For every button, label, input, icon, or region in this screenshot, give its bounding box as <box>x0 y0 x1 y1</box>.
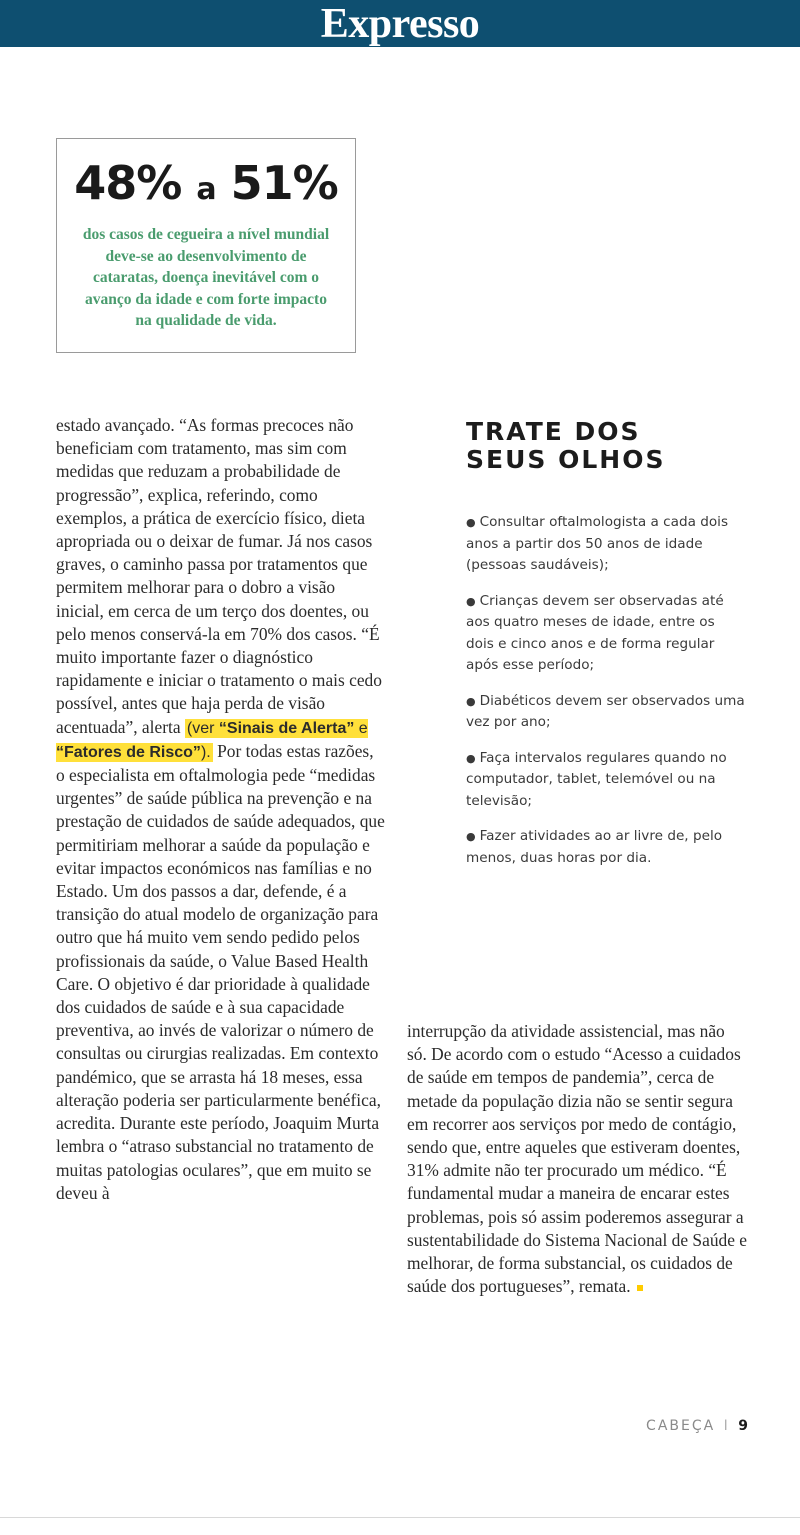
stat-callout-box <box>56 138 356 353</box>
list-item <box>466 591 746 677</box>
article-paragraph <box>56 414 386 1205</box>
masthead <box>0 0 800 47</box>
stat-description: dos casos de cegueira a nível mundial deve-se ao desenvolvimento de cataratas, doença inevitável com o avanço da idade e com forte impacto na qualidade de vida. <box>82 226 330 329</box>
sidebar-list <box>466 512 746 869</box>
stat-figure <box>57 157 355 216</box>
body-text: interrupção da atividade assistencial, mas não só. De acordo com o estudo “Acesso a cuidados de saúde em tempos de pandemia”, cerca de metade da população dizia não se sentir segura em recorrer aos serviços por medo de contágio, sendo que, entre aqueles que estiveram doentes, 31% admite não ter procurado um médico. “É fundamental mudar a maneira de encarar estes problemas, pois só assim poderemos assegurar a sustentabilidade do Sistema Nacional de Saúde e melhorar, de forma substancial, os cuidados de saúde dos portugueses”, remata. <box>407 1021 747 1297</box>
stat-high-value: 51% <box>230 156 338 210</box>
ref-suffix: ). <box>200 743 211 761</box>
list-item <box>466 748 746 813</box>
sidebar-title-line1: TRATE DOS <box>466 417 641 446</box>
list-item <box>466 512 746 577</box>
bullet-icon: ● <box>466 830 476 843</box>
bullet-icon: ● <box>466 694 476 708</box>
list-item-text: Faça intervalos regulares quando no computador, tablet, telemóvel ou na televisão; <box>466 749 727 809</box>
list-item <box>466 691 746 734</box>
bullet-icon: ● <box>466 516 476 529</box>
list-item <box>466 826 746 869</box>
ref-prefix: (ver <box>186 719 219 737</box>
list-item-text: Crianças devem ser observadas até aos quatro meses de idade, entre os dois e cinco anos e de forma regular após esse período; <box>466 592 724 673</box>
ref-risk-factors[interactable]: “Fatores de Risco” <box>56 743 201 761</box>
eye-care-sidebar <box>466 418 746 883</box>
article-column-left <box>56 414 386 1205</box>
bullet-icon: ● <box>466 594 476 608</box>
bottom-divider <box>0 1517 800 1518</box>
sidebar-title <box>466 418 746 474</box>
publication-logo: Expresso <box>320 1 480 47</box>
sidebar-title-line2: SEUS OLHOS <box>466 445 666 474</box>
list-item-text: Diabéticos devem ser observados uma vez por ano; <box>466 692 745 730</box>
article-column-right <box>407 1020 747 1298</box>
bullet-icon: ● <box>466 751 476 765</box>
list-item-text: Consultar oftalmologista a cada dois anos a partir dos 50 anos de idade (pessoas saudáveis); <box>466 514 729 573</box>
stat-connector: a <box>196 172 216 207</box>
ref-conjunction: e <box>354 719 368 737</box>
stat-low-value: 48% <box>74 156 182 210</box>
body-text-continued: Por todas estas razões, o especialista em oftalmologia pede “medidas urgentes” de saúde pública na prevenção e na prestação de cuidados de saúde adequados, que permitiriam melhorar a saúde da população e evitar impactos económicos nas famílias e no Estado. Um dos passos a dar, defende, é a transição do atual modelo de organização para outro que há muito vem sendo pedido pelos profissionais da saúde, o Value Based Health Care. O objetivo é dar prioridade à qualidade dos cuidados de saúde e à sua capacidade preventiva, ao invés de valorizar o número de consultas ou cirurgias realizadas. Em contexto pandémico, que se arrasta há 18 meses, essa alteração poderia ser particularmente benéfica, acredita. Durante este período, Joaquim Murta lembra o “atraso substancial no tratamento de muitas patologias oculares”, que em muito se deveu à <box>56 740 385 1203</box>
article-paragraph <box>407 1020 747 1298</box>
page-number: 9 <box>738 1418 750 1434</box>
body-text: estado avançado. “As formas precoces não beneficiam com tratamento, mas sim com medidas que reduzam a probabilidade de progressão”, explica, referindo, como exemplos, a prática de exercício físico, dieta apropriada ou o deixar de fumar. Já nos casos graves, o caminho passa por tratamentos que permitem melhorar para o dobro a visão inicial, em cerca de um terço dos doentes, ou pelo menos conservá-la em 70% dos casos. “É muito importante fazer o diagnóstico rapidamente e iniciar o tratamento o mais cedo possível, antes que haja perda de visão acentuada”, alerta <box>56 415 382 737</box>
folio-separator: I <box>723 1418 730 1434</box>
ref-warning-signs[interactable]: “Sinais de Alerta” <box>218 719 355 737</box>
list-item-text: Fazer atividades ao ar livre de, pelo menos, duas horas por dia. <box>466 828 723 866</box>
section-name: CABEÇA <box>646 1418 716 1434</box>
end-of-article-icon <box>637 1285 643 1291</box>
page-folio <box>646 1418 750 1434</box>
